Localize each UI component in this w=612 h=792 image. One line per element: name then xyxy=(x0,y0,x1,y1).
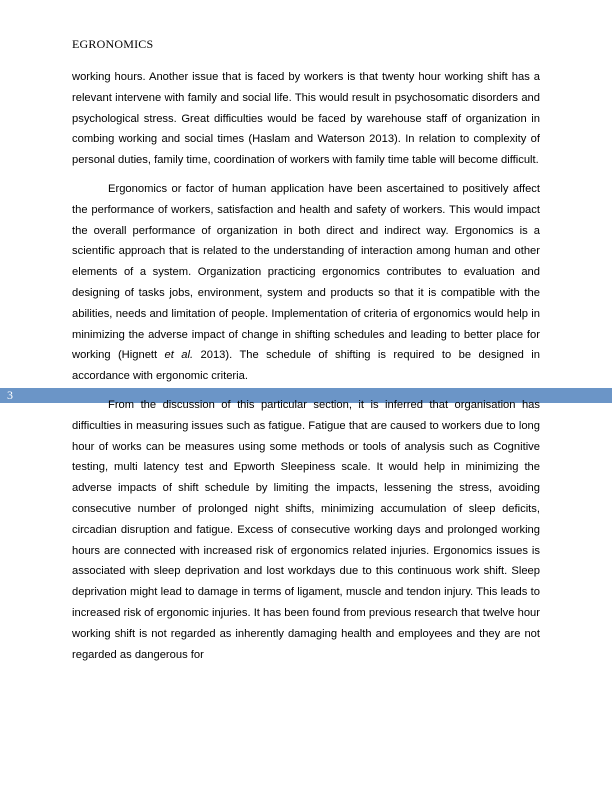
paragraph-2 xyxy=(72,179,540,387)
paragraph-2-text-before: Ergonomics or factor of human application have been ascertained to positively affect the performance of workers, satisfaction and health and safety of workers. This would impact the overall performance of organization in both direct and indirect way. Ergonomics is a scientific approach that is related to the understanding of interaction among human and other elements of a system. Organization practicing ergonomics contributes to evaluation and designing of tasks jobs, environment, system and products so that it is compatible with the abilities, needs and limitation of people. Implementation of criteria of ergonomics would help in minimizing the adverse impact of change in shifting schedules and leading to better place for working (Hignett xyxy=(72,182,540,362)
running-header: EGRONOMICS xyxy=(72,37,154,51)
page-number: 3 xyxy=(7,388,13,402)
paragraph-2-text-after: 2013). The schedule of shifting is required to be designed in accordance with ergonomic criteria. xyxy=(72,349,540,383)
paragraph-3: From the discussion of this particular section, it is inferred that organisation has difficulties in measuring issues such as fatigue. Fatigue that are caused to workers due to long hour of works can be measures using some methods or tools of analysis such as Cognitive testing, multi latency test and Epworth Sleepiness scale. It would help in minimizing the adverse impacts of shift schedule by limiting the impacts, lessening the stress, avoiding consecutive number of prolonged night shifts, minimizing accumulation of sleep deficits, circadian disruption and fatigue. Excess of consecutive working days and prolonged working hours are connected with increased risk of ergonomics related injuries. Ergonomics issues is associated with sleep deprivation and lost workdays due to this continuous work shift. Sleep deprivation might lead to damage in terms of ligament, muscle and tendon injury. This leads to increased risk of ergonomic injuries. It has been found from previous research that twelve hour working shift is not regarded as inherently damaging health and employees and they are not regarded as dangerous for xyxy=(72,398,540,661)
paragraph-1: working hours. Another issue that is faced by workers is that twenty hour working shift has a relevant intervene with family and social life. This would result in psychosomatic disorders and psychological stress. Great difficulties would be faced by warehouse staff of organization in combing working and social times (Haslam and Waterson 2013). In relation to complexity of personal duties, family time, coordination of workers with family time table will become difficult. xyxy=(72,71,540,167)
document-body xyxy=(72,67,540,673)
citation-et-al: et al. xyxy=(164,349,194,362)
